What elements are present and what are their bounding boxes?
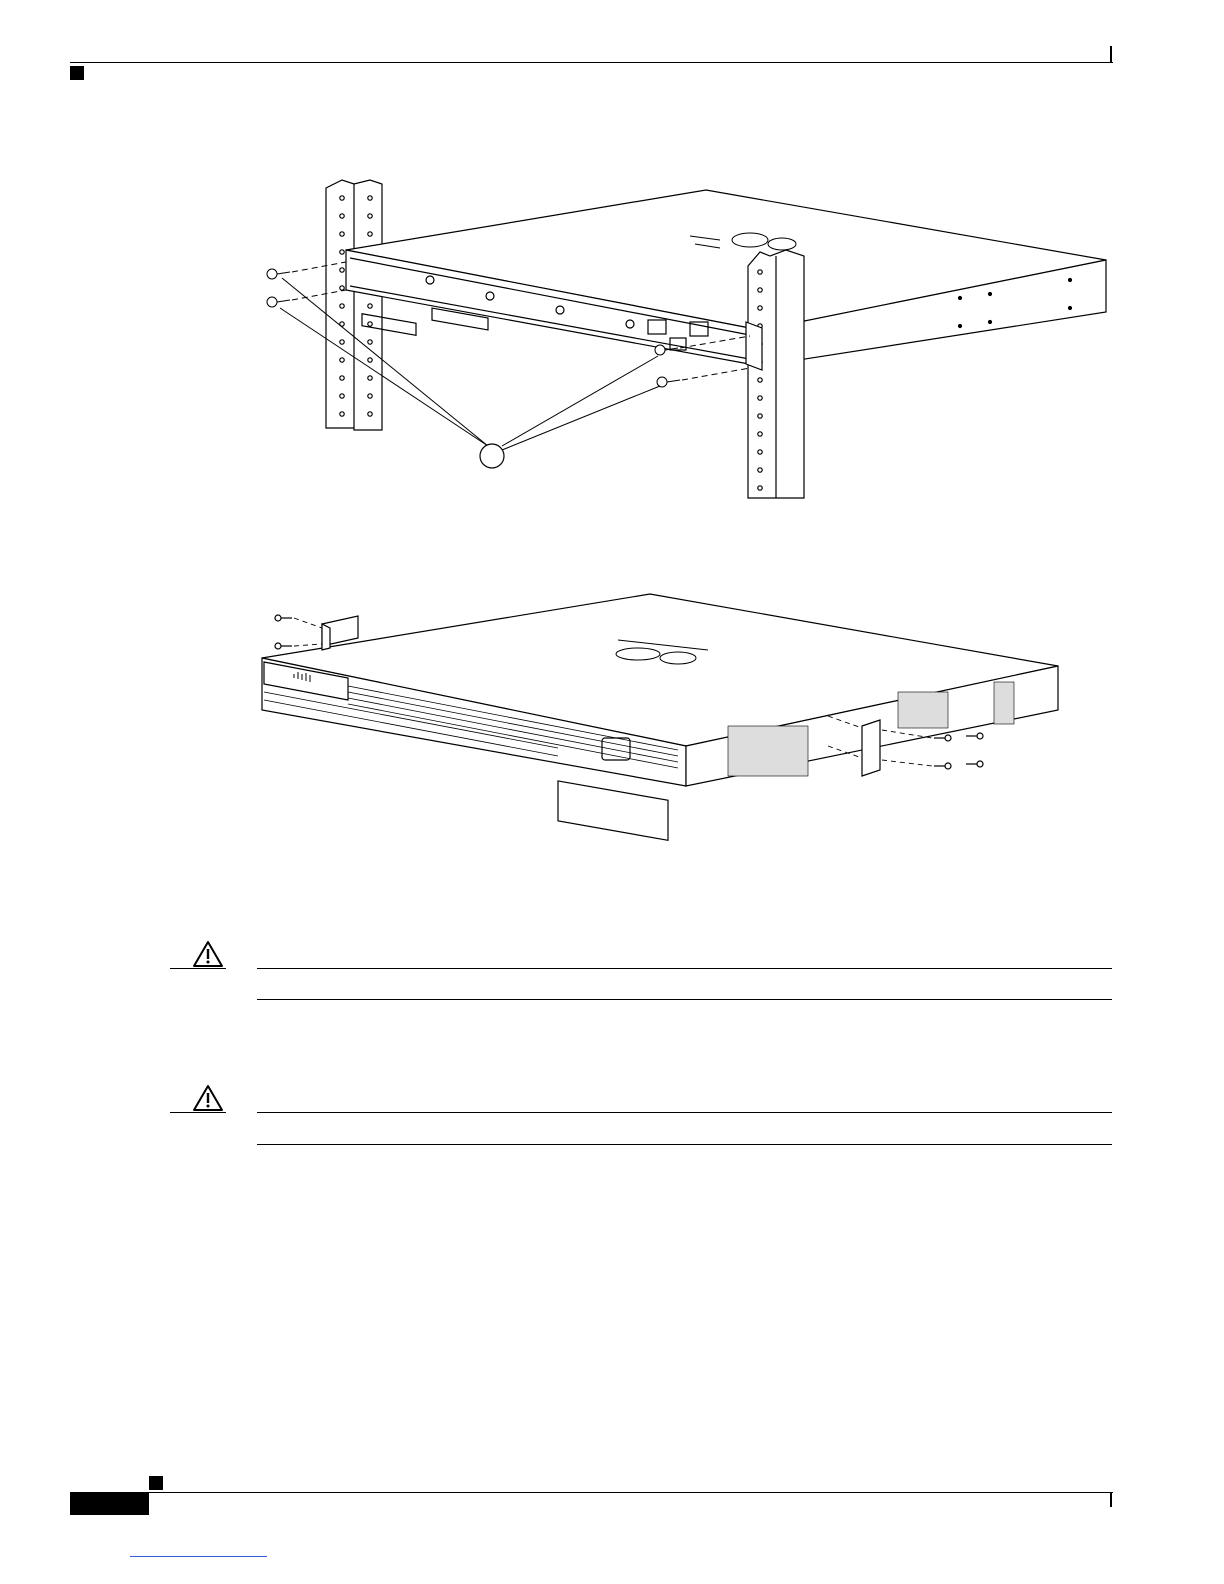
caution-2-bottom-rule (257, 1144, 1112, 1145)
caution-icon (192, 940, 224, 968)
caution-2-top-rule (257, 1112, 1112, 1113)
rack-mount-figure (250, 170, 1110, 510)
callout-circle (480, 444, 504, 468)
caution-1-bottom-rule (257, 999, 1112, 1000)
caution-1-top-rule (257, 968, 1112, 969)
caution-1-underline (170, 968, 226, 969)
header-edge-tick (1110, 46, 1112, 63)
caution-2-underline (170, 1112, 226, 1113)
header-rule (70, 62, 1113, 63)
footer-corner-marker (149, 1476, 163, 1490)
caution-icon (192, 1084, 224, 1112)
footer-rule (70, 1492, 1113, 1493)
footer-page-tab (70, 1493, 149, 1515)
right-bracket (862, 720, 880, 776)
header-corner-marker (70, 66, 84, 80)
bracket-attach-figure (258, 588, 998, 798)
footer-link-underline[interactable] (130, 1556, 267, 1557)
footer-edge-tick (1110, 1493, 1112, 1507)
